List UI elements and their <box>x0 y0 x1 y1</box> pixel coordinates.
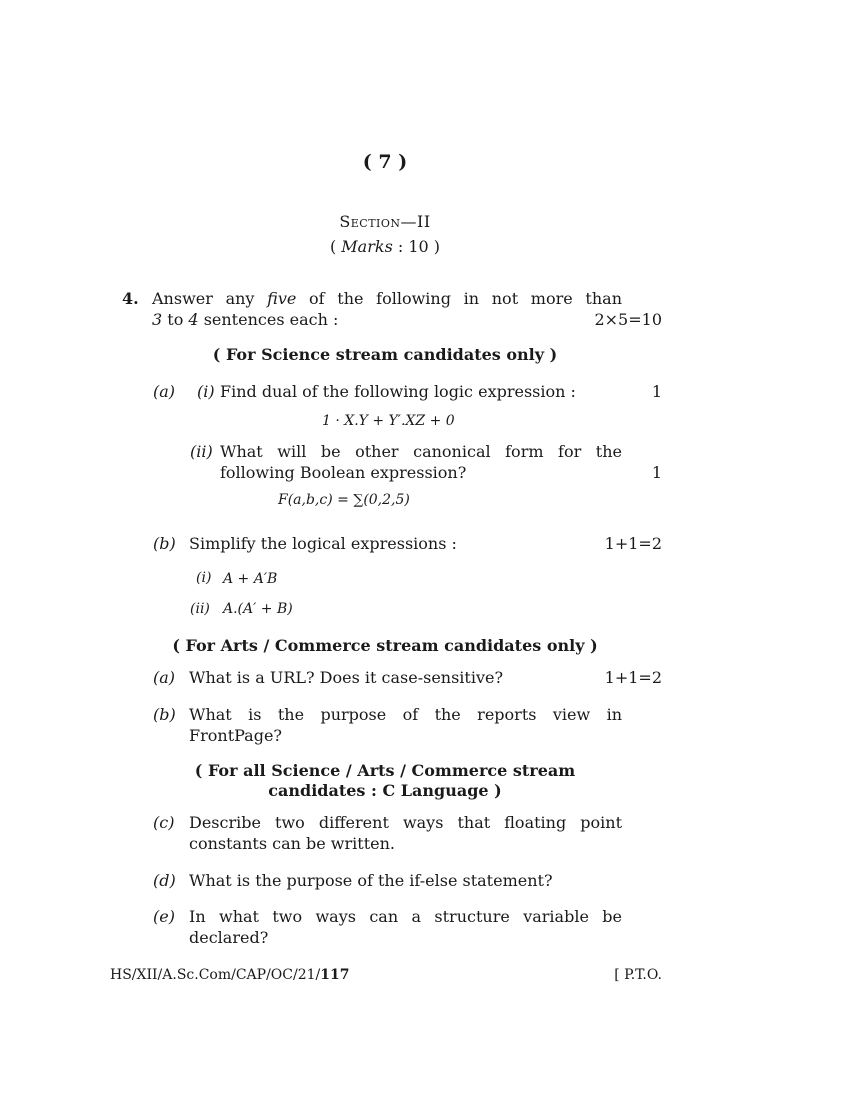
science-b-ii-expression: A.(A′ + B) <box>223 601 293 617</box>
all-heading-line-2: candidates : C Language ) <box>268 781 502 800</box>
footer-code: HS/XII/A.Sc.Com/CAP/OC/21/117 <box>110 967 350 983</box>
all-c-line-2: constants can be written. <box>189 834 395 853</box>
science-a-ii-marks: 1 <box>651 463 662 482</box>
footer-pto: [ P.T.O. <box>614 967 662 983</box>
arts-a-label: (a) <box>153 668 176 687</box>
question-number: 4. <box>122 289 139 308</box>
science-b-marks: 1+1=2 <box>604 534 662 553</box>
arts-a-marks: 1+1=2 <box>604 668 662 687</box>
question-line-1: Answer any five of the following in not more than <box>152 289 623 308</box>
all-e-line-1: In what two ways can a structure variable be <box>189 907 622 926</box>
science-a-i-text: Find dual of the following logic expression : <box>220 382 576 401</box>
arts-b-line-2: FrontPage? <box>189 726 282 745</box>
science-a-i-expression: 1 · X.Y + Y′.XZ + 0 <box>322 413 455 429</box>
arts-b-label: (b) <box>153 705 176 724</box>
science-a-ii-expression: F(a,b,c) = ∑(0,2,5) <box>278 492 410 508</box>
question-line-2: 3 to 4 sentences each : <box>152 310 339 329</box>
science-a-label: (a) <box>153 382 176 401</box>
all-d-text: What is the purpose of the if-else statement? <box>189 871 553 890</box>
all-heading-line-1: ( For all Science / Arts / Commerce stream <box>194 761 576 780</box>
arts-b-line-1: What is the purpose of the reports view in <box>189 705 622 724</box>
section-marks: ( Marks : 10 ) <box>329 237 441 256</box>
science-b-i-expression: A + A′B <box>223 571 278 587</box>
science-b-ii-label: (ii) <box>190 601 210 617</box>
science-a-i-marks: 1 <box>651 382 662 401</box>
all-c-line-1: Describe two different ways that floating point <box>189 813 622 832</box>
all-e-label: (e) <box>153 907 175 926</box>
all-d-label: (d) <box>153 871 176 890</box>
science-a-ii-line-2: following Boolean expression? <box>220 463 467 482</box>
science-heading: ( For Science stream candidates only ) <box>212 345 558 364</box>
all-c-label: (c) <box>153 813 175 832</box>
science-b-label: (b) <box>153 534 176 553</box>
science-a-ii-line-1: What will be other canonical form for the <box>220 442 622 461</box>
all-e-line-2: declared? <box>189 928 269 947</box>
science-b-i-label: (i) <box>196 570 212 586</box>
arts-heading: ( For Arts / Commerce stream candidates only ) <box>172 636 598 655</box>
section-title: Section—II <box>339 212 431 231</box>
question-marks: 2×5=10 <box>594 310 662 329</box>
science-a-i-label: (i) <box>197 382 215 401</box>
page-number: ( 7 ) <box>362 151 408 173</box>
science-b-text: Simplify the logical expressions : <box>189 534 457 553</box>
arts-a-text: What is a URL? Does it case-sensitive? <box>189 668 504 687</box>
science-a-ii-label: (ii) <box>190 442 213 461</box>
